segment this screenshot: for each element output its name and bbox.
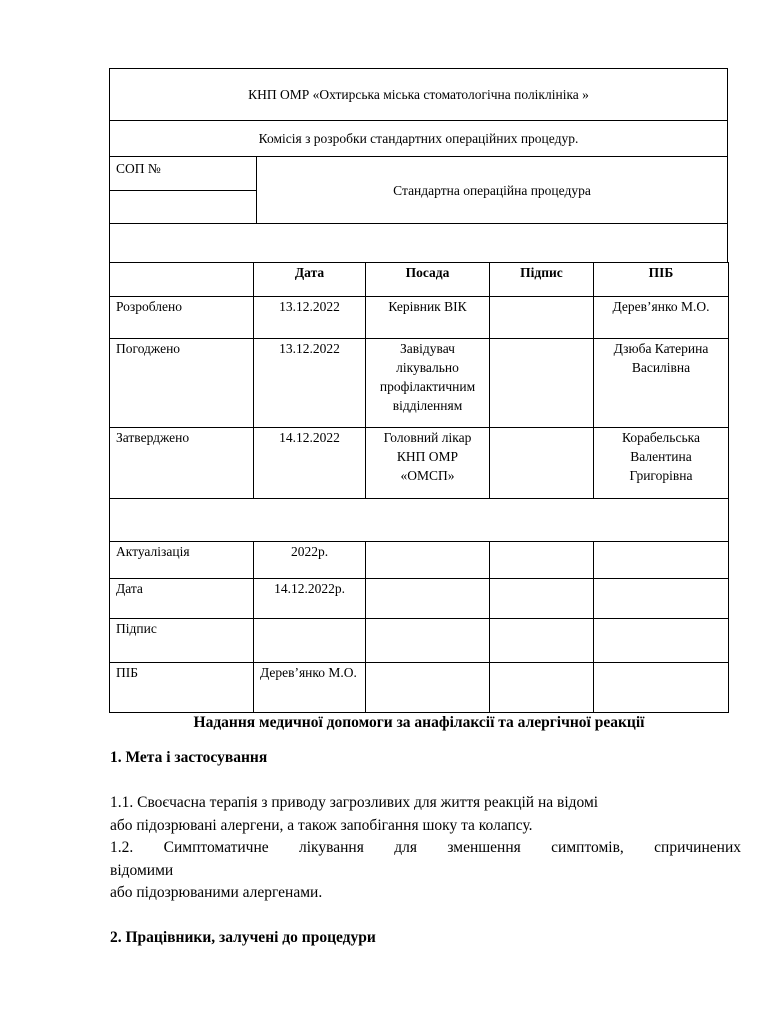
table-row xyxy=(110,428,729,499)
column-header-date: Дата xyxy=(254,263,366,297)
table-row xyxy=(110,619,729,663)
row-position: Головний лікар КНП ОМР «ОМСП» xyxy=(366,428,490,499)
table-row xyxy=(110,542,729,579)
document-title: Надання медичної допомоги за анафілаксії та алергічної реакції xyxy=(193,714,645,731)
row-label: Погоджено xyxy=(110,339,254,428)
name-label: ПІБ xyxy=(110,663,254,713)
approval-header-row xyxy=(110,263,729,297)
row-position: Завідувач лікувально профілактичним відділенням xyxy=(366,339,490,428)
paragraph-1-1-line-2: або підозрювані алергени, а також запобігання шоку та колапсу. xyxy=(110,817,533,834)
date-label: Дата xyxy=(110,579,254,619)
row-signature xyxy=(490,339,594,428)
row-name: Дерев’янко М.О. xyxy=(594,297,729,339)
approval-table xyxy=(109,262,729,713)
column-header-position: Посада xyxy=(366,263,490,297)
sop-number-value xyxy=(110,191,257,224)
paragraph-1-2-line-3: або підозрюваними алергенами. xyxy=(110,884,323,901)
sop-number-label: СОП № xyxy=(110,157,257,191)
spacer-row xyxy=(110,224,728,263)
row-position: Керівник ВІК xyxy=(366,297,490,339)
name-value: Дерев’янко М.О. xyxy=(254,663,366,713)
column-header-name: ПІБ xyxy=(594,263,729,297)
paragraph-1-1-line-1: 1.1. Своєчасна терапія з приводу загрозливих для життя реакцій на відомі xyxy=(110,794,599,811)
table-row xyxy=(110,579,729,619)
section-1-heading: 1. Мета і застосування xyxy=(110,749,268,766)
paragraph-1-2-line-1: 1.2. Симптоматичне лікування для зменшення симптомів, спричинених xyxy=(110,839,741,856)
table-row xyxy=(110,339,729,428)
row-name: Корабельська Валентина Григорівна xyxy=(594,428,729,499)
table-row xyxy=(110,297,729,339)
section-2-heading: 2. Працівники, залучені до процедури xyxy=(110,929,376,946)
signature-label: Підпис xyxy=(110,619,254,663)
sop-header-table xyxy=(109,68,728,263)
sop-title: Стандартна операційна процедура xyxy=(257,157,728,224)
actualization-value: 2022р. xyxy=(254,542,366,579)
row-date: 13.12.2022 xyxy=(254,339,366,428)
table-row xyxy=(110,663,729,713)
spacer-row xyxy=(110,499,729,542)
column-header-signature: Підпис xyxy=(490,263,594,297)
actualization-label: Актуалізація xyxy=(110,542,254,579)
row-label: Розроблено xyxy=(110,297,254,339)
paragraph-1-2-line-2: відомими xyxy=(110,862,174,879)
row-date: 14.12.2022 xyxy=(254,428,366,499)
row-label: Затверджено xyxy=(110,428,254,499)
row-signature xyxy=(490,428,594,499)
organization-name: КНП ОМР «Охтирська міська стоматологічна поліклініка » xyxy=(110,69,728,121)
date-value: 14.12.2022р. xyxy=(254,579,366,619)
row-date: 13.12.2022 xyxy=(254,297,366,339)
commission-name: Комісія з розробки стандартних операційних процедур. xyxy=(110,121,728,157)
row-name: Дзюба Катерина Василівна xyxy=(594,339,729,428)
row-signature xyxy=(490,297,594,339)
